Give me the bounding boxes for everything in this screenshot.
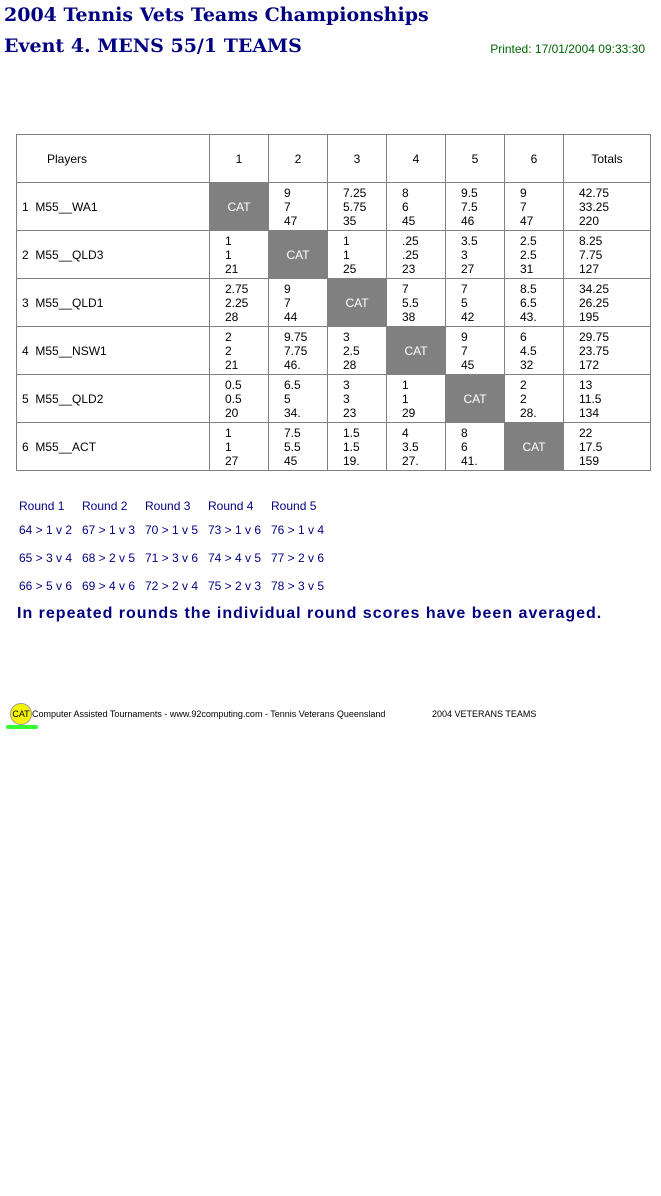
- score-cell: [269, 375, 328, 423]
- score-value: 6: [402, 199, 409, 214]
- cat-self-cell: CAT: [387, 327, 446, 375]
- match-entry: 66 > 5 v 6: [19, 579, 73, 593]
- player-name-cell: [17, 231, 210, 279]
- score-cell: [446, 423, 505, 471]
- score-value: 2.5: [520, 233, 537, 248]
- score-value: 21: [225, 357, 239, 372]
- score-value: 23: [402, 261, 416, 276]
- player-number: 5: [22, 391, 29, 406]
- score-cell: [210, 327, 269, 375]
- player-name: M55__NSW1: [35, 343, 107, 358]
- round-header: Round 5: [271, 499, 317, 513]
- score-value: 31: [520, 261, 534, 276]
- footer-credit-link[interactable]: Computer Assisted Tournaments - www.92computing.com - Tennis Veterans Queensland: [32, 709, 386, 719]
- score-value: 27: [461, 261, 475, 276]
- total-value: 29.75: [579, 329, 610, 344]
- event-title: Event 4. MENS 55/1 TEAMS: [4, 35, 302, 57]
- score-value: 4.5: [520, 343, 537, 358]
- score-value: 5: [461, 295, 468, 310]
- score-value: 7: [402, 281, 409, 296]
- score-value: 7.75: [284, 343, 308, 358]
- score-value: 2.25: [225, 295, 249, 310]
- table-row: [17, 423, 651, 471]
- table-row: [17, 183, 651, 231]
- score-cell: [210, 423, 269, 471]
- match-entry: 77 > 2 v 6: [271, 551, 325, 565]
- totals-cell: [564, 183, 651, 231]
- column-header: 1: [210, 135, 269, 183]
- match-entry: 70 > 1 v 5: [145, 523, 199, 537]
- score-value: 9.5: [461, 185, 478, 200]
- score-value: 45: [461, 357, 475, 372]
- player-name: M55__QLD3: [35, 247, 104, 262]
- score-value: 19.: [343, 453, 360, 468]
- score-cell: [269, 327, 328, 375]
- score-value: 0.5: [225, 391, 242, 406]
- total-value: 7.75: [579, 247, 603, 262]
- score-value: 8: [402, 185, 409, 200]
- score-cell: [328, 183, 387, 231]
- round-header: Round 2: [82, 499, 128, 513]
- grid-header-row: [17, 135, 651, 183]
- round-header: Round 1: [19, 499, 65, 513]
- player-name: M55__ACT: [35, 439, 97, 454]
- total-value: 22: [579, 425, 593, 440]
- score-cell: [446, 279, 505, 327]
- score-value: 1: [225, 439, 232, 454]
- results-grid: [16, 134, 651, 471]
- score-value: 28.: [520, 405, 537, 420]
- match-entry: 73 > 1 v 6: [208, 523, 262, 537]
- score-cell: [387, 423, 446, 471]
- player-name: M55__WA1: [35, 199, 98, 214]
- score-value: 28: [343, 357, 357, 372]
- total-value: 26.25: [579, 295, 610, 310]
- score-value: 7: [461, 281, 468, 296]
- cat-self-cell: CAT: [210, 183, 269, 231]
- score-value: 21: [225, 261, 239, 276]
- score-value: 2: [225, 329, 232, 344]
- table-row: [17, 231, 651, 279]
- score-value: 34.: [284, 405, 301, 420]
- total-value: 159: [579, 453, 600, 468]
- score-value: 43.: [520, 309, 537, 324]
- score-value: 3: [343, 329, 350, 344]
- score-value: 7.5: [284, 425, 301, 440]
- score-value: 47: [520, 213, 534, 228]
- score-value: 1.5: [343, 439, 360, 454]
- player-name: M55__QLD2: [35, 391, 104, 406]
- score-value: 7.25: [343, 185, 367, 200]
- cat-self-cell: CAT: [505, 423, 564, 471]
- totals-cell: [564, 375, 651, 423]
- score-value: 27.: [402, 453, 419, 468]
- score-cell: [210, 279, 269, 327]
- player-name-cell: [17, 279, 210, 327]
- score-value: 44: [284, 309, 298, 324]
- score-value: 5.75: [343, 199, 367, 214]
- score-value: 7: [461, 343, 468, 358]
- score-value: 46.: [284, 357, 301, 372]
- score-cell: [387, 375, 446, 423]
- score-value: 29: [402, 405, 416, 420]
- footer-event-label: 2004 VETERANS TEAMS: [432, 709, 537, 719]
- player-number: 1: [22, 199, 29, 214]
- score-value: 6: [520, 329, 527, 344]
- totals-cell: [564, 423, 651, 471]
- score-cell: [505, 183, 564, 231]
- total-value: 127: [579, 261, 600, 276]
- score-value: 0.5: [225, 377, 242, 392]
- score-value: 3.5: [461, 233, 478, 248]
- score-value: 1: [343, 247, 350, 262]
- score-cell: [269, 279, 328, 327]
- score-value: 1: [225, 425, 232, 440]
- score-value: 28: [225, 309, 239, 324]
- column-header: 3: [328, 135, 387, 183]
- score-value: 7: [284, 295, 291, 310]
- score-value: 41.: [461, 453, 478, 468]
- total-value: 172: [579, 357, 600, 372]
- score-value: 1: [225, 233, 232, 248]
- score-value: 46: [461, 213, 475, 228]
- total-value: 220: [579, 213, 600, 228]
- match-entry: 76 > 1 v 4: [271, 523, 325, 537]
- player-number: 2: [22, 247, 29, 262]
- total-value: 34.25: [579, 281, 610, 296]
- column-header: 4: [387, 135, 446, 183]
- match-entry: 74 > 4 v 5: [208, 551, 262, 565]
- score-value: 5.5: [402, 295, 419, 310]
- score-value: 1: [402, 377, 409, 392]
- score-cell: [210, 375, 269, 423]
- score-value: 2: [225, 343, 232, 358]
- total-value: 195: [579, 309, 600, 324]
- score-value: 2: [520, 391, 527, 406]
- score-value: 7: [284, 199, 291, 214]
- table-row: [17, 375, 651, 423]
- match-entry: 64 > 1 v 2: [19, 523, 73, 537]
- match-entry: 72 > 2 v 4: [145, 579, 199, 593]
- score-cell: [446, 327, 505, 375]
- score-cell: [328, 231, 387, 279]
- score-value: 8.5: [520, 281, 537, 296]
- table-row: [17, 279, 651, 327]
- score-cell: [505, 375, 564, 423]
- score-cell: [269, 183, 328, 231]
- column-header: 5: [446, 135, 505, 183]
- score-cell: [505, 231, 564, 279]
- score-value: 6.5: [284, 377, 301, 392]
- player-name-cell: [17, 327, 210, 375]
- match-entry: 71 > 3 v 6: [145, 551, 199, 565]
- score-value: 3.5: [402, 439, 419, 454]
- column-header: 2: [269, 135, 328, 183]
- score-value: 25: [343, 261, 357, 276]
- player-name-cell: [17, 423, 210, 471]
- score-cell: [446, 231, 505, 279]
- cat-self-cell: CAT: [269, 231, 328, 279]
- score-value: 5.5: [284, 439, 301, 454]
- score-value: 38: [402, 309, 416, 324]
- round-header: Round 3: [145, 499, 191, 513]
- match-entry: 67 > 1 v 3: [82, 523, 136, 537]
- totals-cell: [564, 327, 651, 375]
- page-title: 2004 Tennis Vets Teams Championships: [4, 4, 429, 26]
- score-value: 9: [461, 329, 468, 344]
- logo-underline: [6, 725, 38, 729]
- score-value: 3: [343, 391, 350, 406]
- score-value: 9: [284, 281, 291, 296]
- match-entry: 69 > 4 v 6: [82, 579, 136, 593]
- score-cell: [269, 423, 328, 471]
- score-value: 7.5: [461, 199, 478, 214]
- score-value: 42: [461, 309, 475, 324]
- score-value: 3: [343, 377, 350, 392]
- totals-cell: [564, 231, 651, 279]
- score-value: 5: [284, 391, 291, 406]
- score-value: 6.5: [520, 295, 537, 310]
- score-value: 9: [520, 185, 527, 200]
- match-entry: 68 > 2 v 5: [82, 551, 136, 565]
- score-cell: [328, 423, 387, 471]
- score-cell: [505, 327, 564, 375]
- score-cell: [446, 183, 505, 231]
- score-value: 3: [461, 247, 468, 262]
- score-value: 45: [284, 453, 298, 468]
- players-header: Players: [17, 135, 210, 183]
- score-value: 9: [284, 185, 291, 200]
- player-name-cell: [17, 375, 210, 423]
- table-row: [17, 327, 651, 375]
- score-value: 1.5: [343, 425, 360, 440]
- score-value: 8: [461, 425, 468, 440]
- cat-self-cell: CAT: [446, 375, 505, 423]
- total-value: 23.75: [579, 343, 610, 358]
- score-cell: [387, 279, 446, 327]
- score-cell: [505, 279, 564, 327]
- score-value: 23: [343, 405, 357, 420]
- score-value: 20: [225, 405, 239, 420]
- match-entry: 65 > 3 v 4: [19, 551, 73, 565]
- score-value: .25: [402, 233, 419, 248]
- score-cell: [328, 327, 387, 375]
- total-value: 134: [579, 405, 600, 420]
- score-value: 6: [461, 439, 468, 454]
- score-value: 7: [520, 199, 527, 214]
- score-value: 4: [402, 425, 409, 440]
- total-value: 33.25: [579, 199, 610, 214]
- score-value: 9.75: [284, 329, 308, 344]
- score-value: 32: [520, 357, 534, 372]
- score-value: 2.5: [343, 343, 360, 358]
- score-cell: [328, 375, 387, 423]
- score-value: 27: [225, 453, 239, 468]
- score-cell: [210, 231, 269, 279]
- score-value: 45: [402, 213, 416, 228]
- player-number: 4: [22, 343, 29, 358]
- total-value: 13: [579, 377, 593, 392]
- score-cell: [387, 231, 446, 279]
- total-value: 11.5: [579, 391, 602, 406]
- averaging-note: In repeated rounds the individual round scores have been averaged.: [17, 605, 603, 622]
- score-value: 2: [520, 377, 527, 392]
- match-entry: 78 > 3 v 5: [271, 579, 325, 593]
- total-value: 17.5: [579, 439, 603, 454]
- printed-timestamp: Printed: 17/01/2004 09:33:30: [490, 42, 645, 56]
- score-value: 1: [225, 247, 232, 262]
- column-header: 6: [505, 135, 564, 183]
- player-number: 6: [22, 439, 29, 454]
- cat-logo-icon: CAT: [10, 703, 32, 725]
- total-value: 42.75: [579, 185, 610, 200]
- match-entry: 75 > 2 v 3: [208, 579, 262, 593]
- total-value: 8.25: [579, 233, 603, 248]
- score-cell: [387, 183, 446, 231]
- totals-header: Totals: [564, 135, 651, 183]
- score-value: 47: [284, 213, 298, 228]
- score-value: 2.5: [520, 247, 537, 262]
- cat-self-cell: CAT: [328, 279, 387, 327]
- score-value: 1: [343, 233, 350, 248]
- score-value: 2.75: [225, 281, 249, 296]
- round-header: Round 4: [208, 499, 254, 513]
- player-number: 3: [22, 295, 29, 310]
- player-name-cell: [17, 183, 210, 231]
- score-value: 35: [343, 213, 357, 228]
- score-value: 1: [402, 391, 409, 406]
- totals-cell: [564, 279, 651, 327]
- player-name: M55__QLD1: [35, 295, 104, 310]
- score-value: .25: [402, 247, 419, 262]
